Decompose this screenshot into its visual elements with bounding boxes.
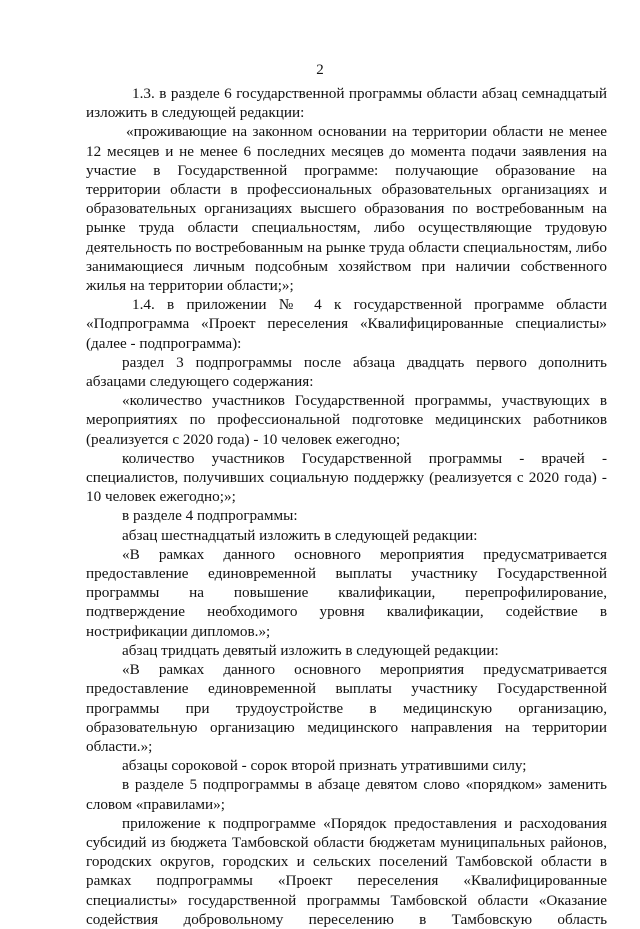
text-line: жилья на территории области;»; <box>86 277 294 295</box>
text-line: абзацы сороковой - сорок второй признать утратившими силу; <box>122 757 527 775</box>
text-line: абзацами следующего содержания: <box>86 373 314 391</box>
text-line: 1.3. в разделе 6 государственной программы области абзац семнадцатый <box>132 85 607 102</box>
text-line: занимающиеся личным подсобным хозяйством при наличии собственного <box>86 257 607 275</box>
text-line: субсидий из бюджета Тамбовской области бюджетам муниципальных районов, <box>86 833 607 851</box>
text-line: специалисты» государственной программы Тамбовской области «Оказание <box>86 891 607 909</box>
text-line: мероприятиях по профессиональной подготовке медицинских работников <box>86 411 607 429</box>
text-line: рынке труда области специальностям, либо осуществляющие трудовую <box>86 219 607 237</box>
text-line: образовательных организациях высшего образования по востребованным на <box>86 200 607 218</box>
text-line: содействия добровольному переселению в Тамбовскую область <box>86 910 607 928</box>
text-line: «количество участников Государственной программы, участвующих в <box>122 392 607 410</box>
text-line: предоставление единовременной выплаты участнику Государственной <box>86 680 607 698</box>
text-line: приложение к подпрограмме «Порядок предоставления и расходования <box>122 814 607 832</box>
text-line: «В рамках данного основного мероприятия предусматривается <box>122 661 607 679</box>
text-line: образовательную организацию медицинского направления на территории <box>86 718 607 736</box>
text-line: (реализуется с 2020 года) - 10 человек ежегодно; <box>86 430 401 448</box>
text-line: области.»; <box>86 737 153 755</box>
text-line: предоставление единовременной выплаты участнику Государственной <box>86 565 607 583</box>
text-line: программы на повышение квалификации, перепрофилирование, <box>86 584 607 602</box>
text-line: «В рамках данного основного мероприятия предусматривается <box>122 545 607 563</box>
text-line: абзац тридцать девятый изложить в следующей редакции: <box>122 641 499 659</box>
text-line: территории области в профессиональных образовательных организациях и <box>86 181 607 199</box>
text-line: в разделе 4 подпрограммы: <box>122 507 298 525</box>
text-line: абзац шестнадцатый изложить в следующей редакции: <box>122 526 478 544</box>
text-line: специалистов, получивших социальную поддержку (реализуется с 2020 года) - <box>86 469 607 487</box>
text-line: программы при трудоустройстве в медицинскую организацию, <box>86 699 607 717</box>
text-line: подтверждение необходимого уровня квалификации, содействие в <box>86 603 607 621</box>
text-line: городских округов, городских и сельских поселений Тамбовской области в <box>86 853 607 871</box>
text-line: 10 человек ежегодно;»; <box>86 488 236 506</box>
text-line: количество участников Государственной программы - врачей - <box>122 449 607 467</box>
text-line: 12 месяцев и не менее 6 последних месяцев до момента подачи заявления на <box>86 142 607 160</box>
text-line: (далее - подпрограмма): <box>86 334 242 352</box>
document-body <box>86 84 607 929</box>
page-number: 2 <box>316 62 324 78</box>
text-line: «проживающие на законном основании на территории области не менее <box>126 123 607 141</box>
text-line: изложить в следующей редакции: <box>86 104 305 122</box>
text-line: деятельность по востребованным на рынке труда области специальностям, либо <box>86 238 607 256</box>
text-line: участие в Государственной программе: получающие образование на <box>86 161 607 179</box>
text-line: в разделе 5 подпрограммы в абзаце девятом слово «порядком» заменить <box>122 776 607 794</box>
text-line: «Подпрограмма «Проект переселения «Квалифицированные специалисты» <box>86 315 607 333</box>
text-line: рамках подпрограммы «Проект переселения «Квалифицированные <box>86 872 607 890</box>
text-line: раздел 3 подпрограммы после абзаца двадцать первого дополнить <box>122 353 607 371</box>
text-line: словом «правилами»; <box>86 795 225 813</box>
text-line: нострификации дипломов.»; <box>86 622 271 640</box>
text-line: 1.4. в приложении № 4 к государственной программе области <box>132 296 607 314</box>
